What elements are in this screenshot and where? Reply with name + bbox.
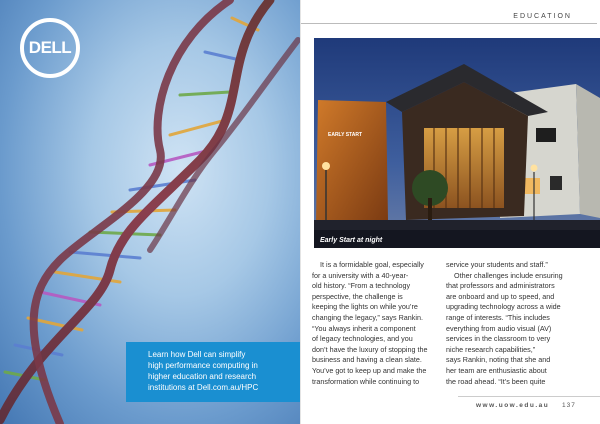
text-line: that professors and administrators [446,281,555,291]
text-line: Other challenges include ensuring [454,270,563,280]
text-line: niche research capabilities,” [446,344,536,354]
article-column-2 [446,260,564,387]
building-sign-text: EARLY START [328,132,363,138]
text-line: services in the classroom to very [446,334,551,344]
ad-callout-line: high performance computing in [148,361,258,370]
text-line: the road ahead. “It’s been quite [446,376,546,386]
text-line: perspective, the challenge is [312,291,403,301]
text-line: are onboard and up to speed, and [446,291,555,301]
dell-logo: DELL [20,18,80,78]
text-line: You’ve got to keep up and make the [312,365,427,375]
ad-callout-line: Learn how Dell can simplify [148,350,246,359]
text-line: service your students and staff.” [446,260,548,269]
footer-divider [458,396,600,397]
page-number: 137 [562,402,576,409]
building-photo [314,38,600,248]
section-label: EDUCATION [513,13,572,20]
text-line: don’t have the luxury of stopping the [312,344,428,354]
text-line: for a university with a 40-year- [312,270,409,280]
text-line: of legacy technologies, and you [312,334,413,344]
text-line: upgrading technology across a wide [446,302,561,312]
text-line: her team are enthusiastic about [446,365,547,375]
text-line: says Rankin, noting that she and [446,355,551,365]
ad-callout-line: higher education and research [148,372,257,381]
text-line: changing the legacy,” says Rankin. [312,312,423,322]
text-line: transformation while continuing to [312,376,420,386]
article-column-1 [312,260,430,387]
ad-callout-line: institutions at Dell.com.au/HPC [148,383,259,392]
text-line: business and having a clean slate. [312,355,422,365]
photo-caption: Early Start at night [320,237,383,244]
text-line: It is a formidable goal, especially [320,260,424,269]
text-line: old history. “From a technology [312,281,411,291]
text-line: “You always inherit a component [312,323,416,333]
text-line: keeping the lights on while you’re [312,302,418,312]
ad-callout-box[interactable] [126,342,300,402]
header-divider [301,23,597,24]
text-line: everything from audio visual (AV) [446,323,552,333]
text-line: range of interests. “This includes [446,312,550,322]
footer-url[interactable]: www.uow.edu.au [476,402,550,409]
